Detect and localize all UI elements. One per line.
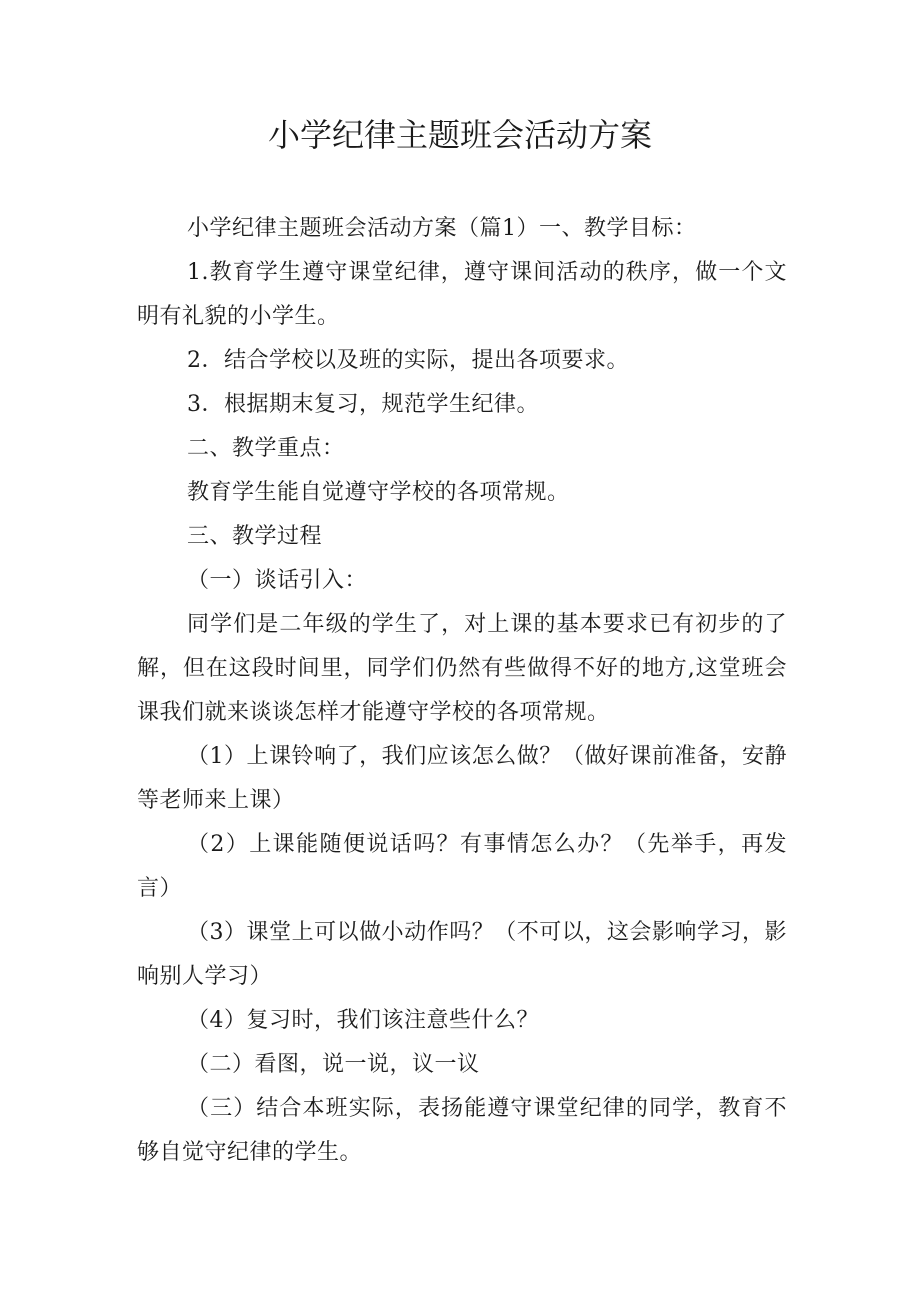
paragraph: 3．根据期末复习，规范学生纪律。 [187,392,539,417]
paragraph: （4）复习时，我们该注意些什么？ [187,1008,539,1033]
paragraph: 教育学生能自觉遵守学校的各项常规。 [187,480,570,505]
paragraph: 同学们是二年级的学生了，对上课的基本要求已有初步的了解，但在这段时间里，同学们仍然有些做得不好的地方,这堂班会课我们就来谈谈怎样才能遵守学校的各项常规。 [137,612,787,725]
document-body [137,207,787,1175]
document-title: 小学纪律主题班会活动方案 [267,116,652,154]
paragraph: （1）上课铃响了，我们应该怎么做？（做好课前准备，安静等老师来上课） [137,744,787,813]
paragraph: 1.教育学生遵守课堂纪律，遵守课间活动的秩序，做一个文明有礼貌的小学生。 [137,260,787,329]
paragraph: （一）谈话引入： [187,568,368,593]
paragraph: （三）结合本班实际，表扬能遵守课堂纪律的同学，教育不够自觉守纪律的学生。 [137,1096,787,1165]
paragraph: （3）课堂上可以做小动作吗？（不可以，这会影响学习，影响别人学习） [137,920,787,989]
paragraph: 小学纪律主题班会活动方案（篇1）一、教学目标： [187,216,697,241]
paragraph: 二、教学重点： [187,436,345,461]
paragraph: 2．结合学校以及班的实际，提出各项要求。 [187,348,629,373]
paragraph: （二）看图，说一说，议一议 [187,1052,480,1077]
paragraph: 三、教学过程 [187,524,323,549]
paragraph: （2）上课能随便说话吗？有事情怎么办？（先举手，再发言） [137,832,787,901]
